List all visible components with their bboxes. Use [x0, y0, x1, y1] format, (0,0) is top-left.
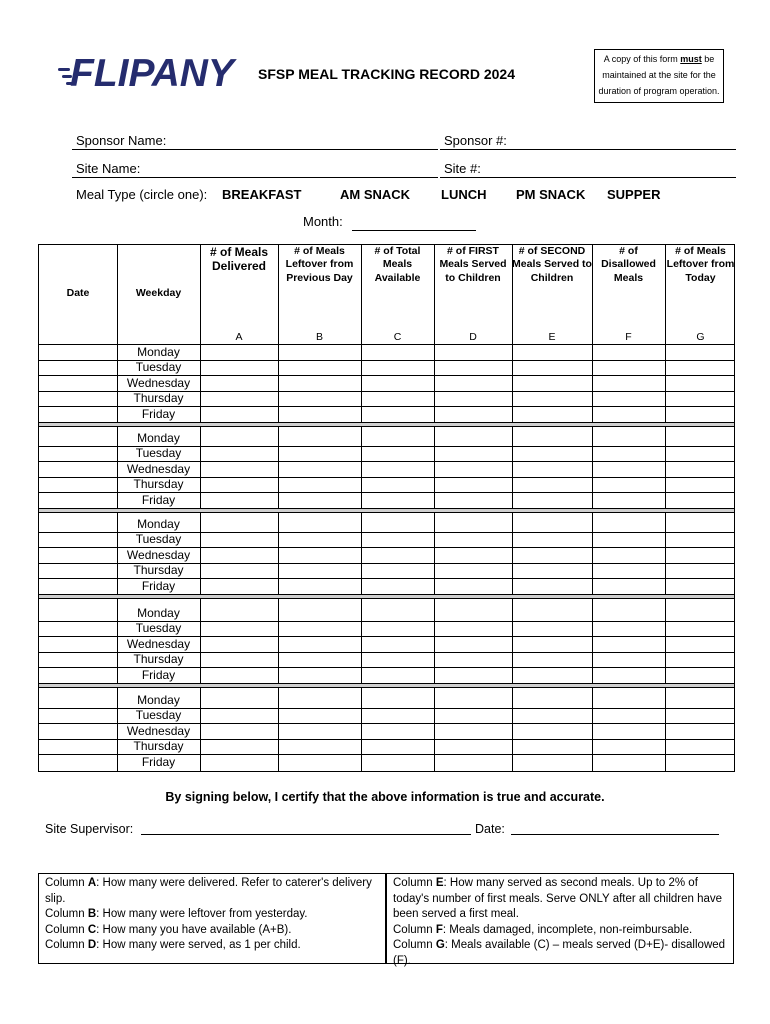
weekday-cell: Wednesday [126, 723, 191, 738]
meal-option-pm-snack[interactable]: PM SNACK [516, 187, 586, 202]
logo-text: FLIPANY [70, 52, 234, 95]
weekday-cell: Friday [141, 754, 176, 769]
col-c-letter: C [393, 331, 402, 343]
legend-item-e: Column E: How many served as second meals. Up to 2% of today's number of first meals. Serve ONLY after all children have been served a first meal. [393, 877, 723, 920]
weekday-cell: Wednesday [126, 547, 191, 562]
flipany-logo [58, 52, 244, 96]
col-g-header: # of Meals Leftover from Today [666, 245, 735, 284]
weekday-cell: Tuesday [135, 621, 182, 636]
col-f-header: # of Disallowed Meals [601, 245, 656, 284]
sponsor-number-field[interactable] [440, 149, 736, 150]
weekday-cell: Monday [137, 344, 180, 359]
sponsor-number-label: Sponsor #: [444, 133, 507, 148]
legend-right [386, 873, 734, 967]
date-header: Date [66, 287, 90, 299]
meal-option-am-snack[interactable]: AM SNACK [340, 187, 411, 202]
weekday-cell: Thursday [133, 652, 184, 667]
weekday-cell: Friday [141, 406, 176, 421]
site-supervisor-signature-field[interactable] [141, 834, 471, 835]
weekday-cell: Monday [137, 692, 180, 707]
weekday-cell: Friday [141, 492, 176, 507]
week-separator [39, 422, 734, 427]
retention-notice [594, 49, 724, 103]
col-d-header: # of FIRST Meals Served to Children [439, 245, 507, 284]
weekday-cell: Thursday [133, 563, 184, 578]
weekday-cell: Friday [141, 578, 176, 593]
legend-item-f: Column F: Meals damaged, incomplete, non-reimbursable. [393, 923, 693, 936]
week-separator [39, 508, 734, 513]
meal-option-breakfast[interactable]: BREAKFAST [222, 187, 302, 202]
site-number-label: Site #: [444, 161, 481, 176]
week-separator [39, 683, 734, 688]
legend-item-a: Column A: How many were delivered. Refer to caterer's delivery slip. [45, 877, 372, 905]
weekday-cell: Tuesday [135, 446, 182, 461]
sponsor-name-field[interactable] [72, 149, 438, 150]
week-separator [39, 594, 734, 599]
legend-item-g: Column G: Meals available (C) – meals served (D+E)- disallowed (F). [393, 939, 726, 967]
weekday-cell: Tuesday [135, 532, 182, 547]
form-title: SFSP MEAL TRACKING RECORD 2024 [258, 66, 515, 82]
date-label: Date: [475, 822, 505, 836]
col-e-header: # of SECOND Meals Served to Children [512, 245, 592, 284]
site-name-label: Site Name: [76, 161, 141, 176]
weekday-header: Weekday [135, 287, 182, 299]
weekday-cell: Thursday [133, 477, 184, 492]
legend-left [38, 873, 386, 964]
certification-statement: By signing below, I certify that the above information is true and accurate. [165, 790, 605, 804]
date-field[interactable] [511, 834, 719, 835]
legend-item-d: Column D: How many were served, as 1 per child. [45, 939, 301, 951]
col-g-letter: G [696, 331, 705, 343]
weekday-cell: Tuesday [135, 360, 182, 375]
site-number-field[interactable] [440, 177, 736, 178]
logo-speed-line [58, 68, 70, 71]
weekday-cell: Wednesday [126, 636, 191, 651]
notice-emphasis: must [680, 54, 702, 64]
month-field[interactable] [352, 230, 476, 231]
col-c-header: # of Total Meals Available [374, 245, 421, 284]
col-b-letter: B [315, 331, 323, 343]
col-a-header: # of Meals Delivered [209, 245, 269, 273]
weekday-cell: Thursday [133, 391, 184, 406]
weekday-cell: Monday [137, 516, 180, 531]
weekday-cell: Wednesday [126, 461, 191, 476]
col-a-letter: A [235, 331, 243, 343]
site-name-field[interactable] [72, 177, 438, 178]
month-label: Month: [303, 214, 343, 229]
notice-text-pre: A copy of this form [603, 54, 681, 64]
col-d-letter: D [469, 331, 477, 343]
weekday-cell: Monday [137, 605, 180, 620]
meal-option-supper[interactable]: SUPPER [607, 187, 661, 202]
legend-item-c: Column C: How many you have available (A+B). [45, 923, 292, 936]
weekday-cell: Tuesday [135, 708, 182, 723]
weekday-cell: Thursday [133, 739, 184, 754]
weekday-cell: Wednesday [126, 375, 191, 390]
meal-tracking-table [38, 244, 735, 772]
col-e-letter: E [548, 331, 556, 343]
meal-option-lunch[interactable]: LUNCH [441, 187, 487, 202]
sponsor-name-label: Sponsor Name: [76, 133, 167, 148]
meal-type-label: Meal Type (circle one): [76, 187, 208, 202]
notice-text-post: be maintained at the site for the duration of program operation. [598, 54, 720, 96]
weekday-cell: Friday [141, 667, 176, 682]
col-f-letter: F [625, 331, 632, 343]
site-supervisor-label: Site Supervisor: [45, 822, 134, 836]
legend-item-b: Column B: How many were leftover from yesterday. [45, 908, 308, 920]
weekday-cell: Monday [137, 430, 180, 445]
col-b-header: # of Meals Leftover from Previous Day [285, 245, 354, 284]
